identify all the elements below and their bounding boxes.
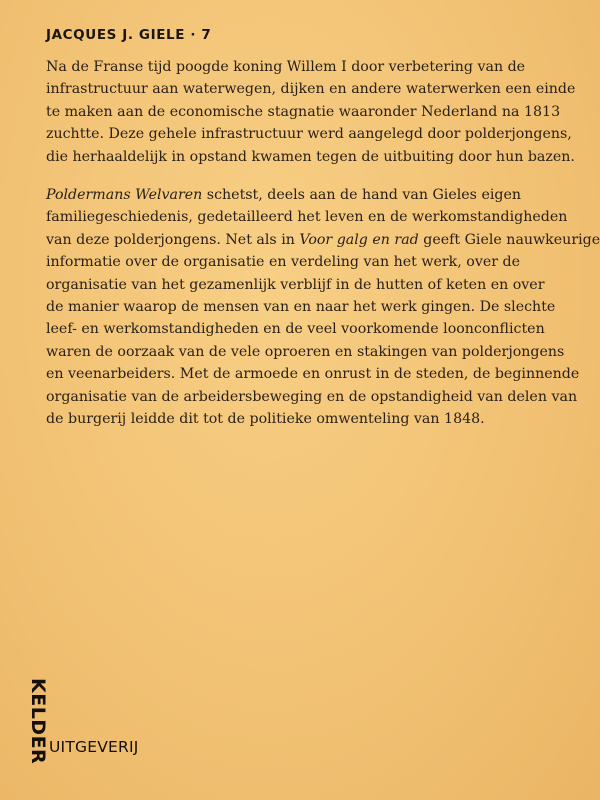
text-line: de manier waarop de mensen van en naar het werk gingen. De slechte bbox=[46, 299, 556, 316]
book-title-italic: Poldermans Welvaren bbox=[46, 187, 203, 203]
book-title-italic: Voor galg en rad bbox=[299, 231, 419, 248]
text-line: te maken aan de economische stagnatie waaronder Nederland na 1813 bbox=[46, 103, 561, 120]
text-line: zuchtte. Deze gehele infrastructuur werd aangelegd door polderjongens, bbox=[46, 126, 572, 143]
text-line: de burgerij leidde dit tot de politieke omwenteling van 1848. bbox=[46, 411, 485, 428]
text-line: infrastructuur aan waterwegen, dijken en andere waterwerken een einde bbox=[46, 81, 576, 98]
text-line-before: van deze polderjongens. Net als in bbox=[46, 231, 300, 248]
publisher-subtitle: UITGEVERIJ bbox=[49, 738, 139, 756]
text-line: en veenarbeiders. Met de armoede en onrust in de steden, de beginnende bbox=[46, 366, 580, 383]
text-line: leef- en werkomstandigheden en de veel voorkomende loonconflicten bbox=[46, 321, 545, 338]
text-line: organisatie van het gezamenlijk verblijf in de hutten of keten en over bbox=[46, 276, 545, 293]
text-line: die herhaaldelijk in opstand kwamen tegen de uitbuiting door hun bazen. bbox=[46, 148, 575, 165]
series-title: JACQUES J. GIELE · 7 bbox=[46, 27, 212, 43]
text-line-rest: schetst, deels aan de hand van Gieles eigen bbox=[202, 187, 522, 203]
text-line: familiegeschiedenis, gedetailleerd het leven en de werkomstandigheden bbox=[46, 209, 568, 226]
kelder-logo-text: KELDER bbox=[27, 678, 49, 765]
text-line: informatie over de organisatie en verdeling van het werk, over de bbox=[46, 254, 521, 271]
text-line: organisatie van de arbeidersbeweging en de opstandigheid van delen van bbox=[46, 388, 578, 405]
text-line: Na de Franse tijd poogde koning Willem I door verbetering van de bbox=[46, 59, 526, 75]
text-line-rest: geeft Giele nauwkeurige bbox=[418, 231, 600, 248]
text-line: waren de oorzaak van de vele oproeren en stakingen van polderjongens bbox=[46, 343, 565, 360]
kelder-logo bbox=[27, 678, 49, 765]
